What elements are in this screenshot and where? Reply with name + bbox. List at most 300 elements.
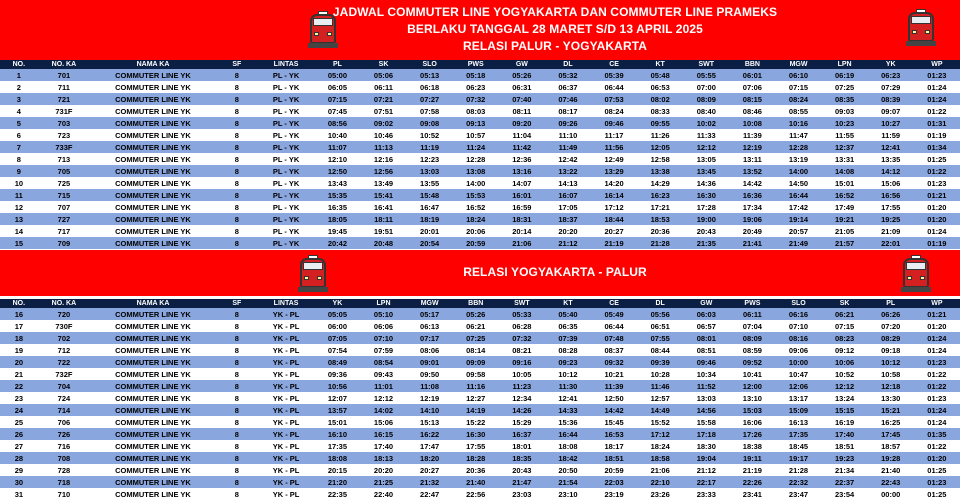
table-cell: 10:02 bbox=[683, 117, 729, 129]
table-cell: 16:22 bbox=[407, 428, 453, 440]
table-cell: 5 bbox=[0, 117, 38, 129]
table-cell: 01:23 bbox=[914, 476, 960, 488]
table-cell: 17 bbox=[0, 320, 38, 332]
table-cell: 09:20 bbox=[499, 117, 545, 129]
table-cell: 16:59 bbox=[499, 201, 545, 213]
table-row bbox=[0, 93, 960, 105]
table-cell: 07:06 bbox=[729, 81, 775, 93]
table-cell: 17:40 bbox=[822, 428, 868, 440]
table-cell: 712 bbox=[38, 344, 90, 356]
table-cell: YK - PL bbox=[258, 428, 315, 440]
table-cell: 09:03 bbox=[822, 105, 868, 117]
table-cell: 21:57 bbox=[822, 237, 868, 249]
table-cell: COMMUTER LINE YK bbox=[90, 320, 216, 332]
table-cell: 8 bbox=[216, 428, 258, 440]
table-row bbox=[0, 332, 960, 344]
table-cell: 17:42 bbox=[775, 201, 821, 213]
table-cell: PL - YK bbox=[258, 153, 315, 165]
table-cell: COMMUTER LINE YK bbox=[90, 368, 216, 380]
table-cell: 3 bbox=[0, 93, 38, 105]
table-cell: 12:19 bbox=[407, 392, 453, 404]
table-row bbox=[0, 201, 960, 213]
table-cell: 08:55 bbox=[775, 105, 821, 117]
table-cell: 23:41 bbox=[729, 488, 775, 500]
table-cell: 11:46 bbox=[637, 380, 683, 392]
table-cell: 12:50 bbox=[314, 165, 360, 177]
table-cell: 11:04 bbox=[499, 129, 545, 141]
column-header: GW bbox=[499, 60, 545, 69]
table-cell: 07:10 bbox=[775, 320, 821, 332]
table-cell: PL - YK bbox=[258, 129, 315, 141]
table-cell: 18:05 bbox=[314, 213, 360, 225]
table-cell: 18:24 bbox=[637, 440, 683, 452]
table-cell: COMMUTER LINE YK bbox=[90, 344, 216, 356]
table-cell: 7 bbox=[0, 141, 38, 153]
table-cell: YK - PL bbox=[258, 452, 315, 464]
table-cell: 22:01 bbox=[868, 237, 914, 249]
table-cell: 05:48 bbox=[637, 69, 683, 81]
table-cell: 01:24 bbox=[914, 81, 960, 93]
table-cell: 08:33 bbox=[637, 105, 683, 117]
column-header: CE bbox=[591, 299, 637, 308]
column-header: WP bbox=[914, 60, 960, 69]
table-cell: 07:15 bbox=[775, 81, 821, 93]
table-cell: 08:02 bbox=[637, 93, 683, 105]
table-cell: 16:44 bbox=[775, 189, 821, 201]
table-cell: 19:45 bbox=[314, 225, 360, 237]
table-cell: 15:01 bbox=[314, 416, 360, 428]
table-cell: 704 bbox=[38, 380, 90, 392]
column-header: WP bbox=[914, 299, 960, 308]
table-cell: 07:39 bbox=[545, 332, 591, 344]
table-cell: 12:28 bbox=[453, 153, 499, 165]
table-cell: 8 bbox=[216, 153, 258, 165]
table-cell: 10:00 bbox=[775, 356, 821, 368]
table-cell: 23:26 bbox=[637, 488, 683, 500]
column-header: PL bbox=[314, 60, 360, 69]
table-cell: YK - PL bbox=[258, 476, 315, 488]
table-cell: 11:30 bbox=[545, 380, 591, 392]
table-cell: 16:15 bbox=[360, 428, 406, 440]
table-cell: 08:54 bbox=[360, 356, 406, 368]
table-cell: 01:19 bbox=[914, 237, 960, 249]
table-cell: 16:14 bbox=[591, 189, 637, 201]
table-cell: 17:45 bbox=[868, 428, 914, 440]
table-cell: 09:52 bbox=[729, 356, 775, 368]
table-cell: 17:35 bbox=[314, 440, 360, 452]
column-header: BBN bbox=[453, 299, 499, 308]
schedule-table-palur-yogyakarta bbox=[0, 60, 960, 249]
table-cell: 21:12 bbox=[683, 464, 729, 476]
table-cell: 707 bbox=[38, 201, 90, 213]
table-cell: 15:45 bbox=[591, 416, 637, 428]
table-cell: 07:58 bbox=[407, 105, 453, 117]
table-cell: 10:58 bbox=[868, 368, 914, 380]
table-cell: 14:33 bbox=[545, 404, 591, 416]
table-cell: 732F bbox=[38, 368, 90, 380]
table-cell: 01:25 bbox=[914, 153, 960, 165]
table-cell: 20:01 bbox=[407, 225, 453, 237]
table-row bbox=[0, 213, 960, 225]
table-cell: 16:35 bbox=[314, 201, 360, 213]
table-cell: 20:15 bbox=[314, 464, 360, 476]
table-cell: 09:02 bbox=[360, 117, 406, 129]
table-cell: 16:06 bbox=[729, 416, 775, 428]
table-cell: 16:10 bbox=[314, 428, 360, 440]
table-cell: 22:03 bbox=[591, 476, 637, 488]
table-cell: 10:46 bbox=[360, 129, 406, 141]
table-cell: 12:34 bbox=[499, 392, 545, 404]
table-cell: COMMUTER LINE YK bbox=[90, 452, 216, 464]
table-cell: 8 bbox=[216, 308, 258, 320]
table-cell: 15:06 bbox=[868, 177, 914, 189]
table-cell: 12 bbox=[0, 201, 38, 213]
header-banner bbox=[0, 0, 960, 60]
table-cell: 08:59 bbox=[729, 344, 775, 356]
table-cell: COMMUTER LINE YK bbox=[90, 141, 216, 153]
table-cell: 13:31 bbox=[822, 153, 868, 165]
column-header: MGW bbox=[775, 60, 821, 69]
table-cell: COMMUTER LINE YK bbox=[90, 165, 216, 177]
table-cell: 01:24 bbox=[914, 332, 960, 344]
table-cell: COMMUTER LINE YK bbox=[90, 153, 216, 165]
table-cell: YK - PL bbox=[258, 464, 315, 476]
table-cell: 01:23 bbox=[914, 392, 960, 404]
column-header: NO. bbox=[0, 299, 38, 308]
table-cell: 18:42 bbox=[545, 452, 591, 464]
table-cell: 18 bbox=[0, 332, 38, 344]
table-cell: 19:06 bbox=[729, 213, 775, 225]
table-cell: 08:09 bbox=[683, 93, 729, 105]
table-cell: 08:23 bbox=[822, 332, 868, 344]
table-cell: 17:49 bbox=[822, 201, 868, 213]
table-cell: 11:59 bbox=[868, 129, 914, 141]
table-cell: COMMUTER LINE YK bbox=[90, 225, 216, 237]
table-cell: 16:36 bbox=[729, 189, 775, 201]
table-cell: 22:35 bbox=[314, 488, 360, 500]
table-cell: 11:17 bbox=[591, 129, 637, 141]
table-cell: 20:36 bbox=[637, 225, 683, 237]
table-row bbox=[0, 344, 960, 356]
table-cell: 07:46 bbox=[545, 93, 591, 105]
table-cell: 06:18 bbox=[407, 81, 453, 93]
table-cell: 17:26 bbox=[729, 428, 775, 440]
table-cell: 14:49 bbox=[637, 404, 683, 416]
table-cell: 8 bbox=[216, 213, 258, 225]
table-cell: 07:40 bbox=[499, 93, 545, 105]
table-cell: 21:40 bbox=[453, 476, 499, 488]
table-cell: 16:07 bbox=[545, 189, 591, 201]
table-cell: 06:19 bbox=[822, 69, 868, 81]
table-cell: 8 bbox=[216, 452, 258, 464]
table-cell: PL - YK bbox=[258, 141, 315, 153]
table-cell: 05:40 bbox=[545, 308, 591, 320]
table-cell: 18:58 bbox=[637, 452, 683, 464]
table-cell: 720 bbox=[38, 308, 90, 320]
table-cell: 11:07 bbox=[314, 141, 360, 153]
table-cell: COMMUTER LINE YK bbox=[90, 129, 216, 141]
table-cell: 17:35 bbox=[775, 428, 821, 440]
table-cell: 09:07 bbox=[868, 105, 914, 117]
table-cell: 09:50 bbox=[407, 368, 453, 380]
table-cell: 08:16 bbox=[775, 332, 821, 344]
table-cell: 01:22 bbox=[914, 105, 960, 117]
table-cell: 12:57 bbox=[637, 392, 683, 404]
table-cell: PL - YK bbox=[258, 117, 315, 129]
table-cell: 10:40 bbox=[314, 129, 360, 141]
table-cell: 01:20 bbox=[914, 320, 960, 332]
table-cell: 05:56 bbox=[637, 308, 683, 320]
table-cell: 21:40 bbox=[868, 464, 914, 476]
table-cell: 18:11 bbox=[360, 213, 406, 225]
table-cell: 06:44 bbox=[591, 320, 637, 332]
table-cell: 13:24 bbox=[822, 392, 868, 404]
table-cell: 22:10 bbox=[637, 476, 683, 488]
table-cell: 19:17 bbox=[775, 452, 821, 464]
table-cell: 22:56 bbox=[453, 488, 499, 500]
table-cell: 10:08 bbox=[729, 117, 775, 129]
table-cell: 08:17 bbox=[545, 105, 591, 117]
table-cell: 01:23 bbox=[914, 69, 960, 81]
column-header: SK bbox=[360, 60, 406, 69]
table-row bbox=[0, 440, 960, 452]
table-cell: 21:25 bbox=[360, 476, 406, 488]
table-cell: 05:05 bbox=[314, 308, 360, 320]
table-cell: 09:55 bbox=[637, 117, 683, 129]
table-cell: 11:47 bbox=[775, 129, 821, 141]
table-cell: 20:49 bbox=[729, 225, 775, 237]
table-cell: 21:19 bbox=[591, 237, 637, 249]
table-cell: 17:12 bbox=[637, 428, 683, 440]
table-cell: 8 bbox=[216, 81, 258, 93]
table-cell: 12:05 bbox=[637, 141, 683, 153]
table-row bbox=[0, 129, 960, 141]
table-cell: 22 bbox=[0, 380, 38, 392]
table-cell: 21:09 bbox=[868, 225, 914, 237]
table-cell: 731F bbox=[38, 105, 90, 117]
table-cell: 19:14 bbox=[775, 213, 821, 225]
route-title-palur-yogyakarta: RELASI PALUR - YOGYAKARTA bbox=[462, 39, 648, 53]
table-cell: 06:31 bbox=[499, 81, 545, 93]
table-cell: 20:43 bbox=[683, 225, 729, 237]
table-cell: 13:43 bbox=[314, 177, 360, 189]
table-cell: 8 bbox=[216, 368, 258, 380]
table-cell: 01:21 bbox=[914, 189, 960, 201]
table-cell: 22:26 bbox=[729, 476, 775, 488]
table-cell: 20:14 bbox=[499, 225, 545, 237]
table-row bbox=[0, 488, 960, 500]
table-cell: 8 bbox=[216, 476, 258, 488]
table-row bbox=[0, 452, 960, 464]
table-row bbox=[0, 237, 960, 249]
table-cell: 11:52 bbox=[683, 380, 729, 392]
table-cell: 12:10 bbox=[314, 153, 360, 165]
table-cell: 06:03 bbox=[683, 308, 729, 320]
table-cell: 710 bbox=[38, 488, 90, 500]
table-cell: 06:21 bbox=[453, 320, 499, 332]
table-cell: 10:21 bbox=[591, 368, 637, 380]
table-cell: 14:07 bbox=[499, 177, 545, 189]
table-cell: COMMUTER LINE YK bbox=[90, 416, 216, 428]
table-cell: YK - PL bbox=[258, 488, 315, 500]
table-cell: 8 bbox=[216, 332, 258, 344]
table-cell: 21:35 bbox=[683, 237, 729, 249]
table-cell: 12:19 bbox=[729, 141, 775, 153]
table-cell: 20:27 bbox=[591, 225, 637, 237]
table-cell: 21:47 bbox=[499, 476, 545, 488]
table-cell: 10:52 bbox=[407, 129, 453, 141]
table-cell: 11:13 bbox=[360, 141, 406, 153]
table-cell: 26 bbox=[0, 428, 38, 440]
table-cell: 18:08 bbox=[314, 452, 360, 464]
table-cell: 15:29 bbox=[499, 416, 545, 428]
table-cell: 05:17 bbox=[407, 308, 453, 320]
table-cell: 726 bbox=[38, 428, 90, 440]
table-cell: 19:04 bbox=[683, 452, 729, 464]
table-cell: 16:41 bbox=[360, 201, 406, 213]
table-cell: 8 bbox=[216, 356, 258, 368]
column-header: KT bbox=[637, 60, 683, 69]
table-cell: 2 bbox=[0, 81, 38, 93]
table-cell: 4 bbox=[0, 105, 38, 117]
table-cell: 21:54 bbox=[545, 476, 591, 488]
schedule-title: JADWAL COMMUTER LINE YOGYAKARTA DAN COMMUTER LINE PRAMEKS bbox=[332, 5, 778, 19]
table-cell: 07:04 bbox=[729, 320, 775, 332]
table-cell: 01:24 bbox=[914, 225, 960, 237]
table-cell: 722 bbox=[38, 356, 90, 368]
table-cell: 8 bbox=[216, 141, 258, 153]
validity-period: BERLAKU TANGGAL 28 MARET S/D 13 APRIL 2025 bbox=[407, 22, 703, 36]
table-cell: 11 bbox=[0, 189, 38, 201]
table-cell: 8 bbox=[216, 380, 258, 392]
route-title-yogyakarta-palur: RELASI YOGYAKARTA - PALUR bbox=[463, 265, 647, 279]
table-cell: 714 bbox=[38, 404, 90, 416]
table-cell: 12:49 bbox=[591, 153, 637, 165]
table-cell: 18:51 bbox=[822, 440, 868, 452]
table-cell: 07:55 bbox=[637, 332, 683, 344]
table-cell: 8 bbox=[216, 320, 258, 332]
table-cell: 08:15 bbox=[729, 93, 775, 105]
table-cell: 01:22 bbox=[914, 440, 960, 452]
table-cell: COMMUTER LINE YK bbox=[90, 201, 216, 213]
table-cell: 06:05 bbox=[314, 81, 360, 93]
table-cell: 08:46 bbox=[729, 105, 775, 117]
table-cell: 8 bbox=[216, 237, 258, 249]
table-cell: 05:39 bbox=[591, 69, 637, 81]
table-cell: 18:51 bbox=[591, 452, 637, 464]
table-cell: 09:18 bbox=[868, 344, 914, 356]
table-row bbox=[0, 308, 960, 320]
table-cell: 08:06 bbox=[407, 344, 453, 356]
column-header: KT bbox=[545, 299, 591, 308]
table-cell: 06:10 bbox=[775, 69, 821, 81]
table-cell: 15:36 bbox=[545, 416, 591, 428]
table-cell: COMMUTER LINE YK bbox=[90, 237, 216, 249]
table-cell: 12:12 bbox=[822, 380, 868, 392]
table-cell: 12:00 bbox=[729, 380, 775, 392]
table-cell: 01:19 bbox=[914, 129, 960, 141]
column-header: LPN bbox=[360, 299, 406, 308]
table-cell: PL - YK bbox=[258, 105, 315, 117]
table-cell: 01:20 bbox=[914, 201, 960, 213]
table-cell: 12:50 bbox=[591, 392, 637, 404]
table-cell: 14 bbox=[0, 225, 38, 237]
table-cell: 11:33 bbox=[683, 129, 729, 141]
table-cell: 08:49 bbox=[314, 356, 360, 368]
table-cell: COMMUTER LINE YK bbox=[90, 117, 216, 129]
table-cell: 15:06 bbox=[360, 416, 406, 428]
table-cell: 01:22 bbox=[914, 165, 960, 177]
table-cell: 06:16 bbox=[775, 308, 821, 320]
table-cell: 01:24 bbox=[914, 344, 960, 356]
table-cell: 01:25 bbox=[914, 488, 960, 500]
table-cell: 19:11 bbox=[729, 452, 775, 464]
table-cell: 16:19 bbox=[822, 416, 868, 428]
table-cell: 20:43 bbox=[499, 464, 545, 476]
table-cell: 708 bbox=[38, 452, 90, 464]
column-header: LPN bbox=[822, 60, 868, 69]
table-cell: 11:24 bbox=[453, 141, 499, 153]
table-cell: 15:15 bbox=[822, 404, 868, 416]
table-cell: 21:49 bbox=[775, 237, 821, 249]
table-cell: 16:52 bbox=[453, 201, 499, 213]
table-cell: 17:12 bbox=[591, 201, 637, 213]
table-cell: 10:06 bbox=[822, 356, 868, 368]
table-cell: 728 bbox=[38, 464, 90, 476]
column-header: YK bbox=[314, 299, 360, 308]
table-cell: 8 bbox=[216, 165, 258, 177]
table-cell: YK - PL bbox=[258, 320, 315, 332]
table-cell: 13:49 bbox=[360, 177, 406, 189]
table-cell: 12:28 bbox=[775, 141, 821, 153]
table-cell: 8 bbox=[216, 189, 258, 201]
table-cell: 10:57 bbox=[453, 129, 499, 141]
table-cell: 17:40 bbox=[360, 440, 406, 452]
table-cell: 21:12 bbox=[545, 237, 591, 249]
table-cell: 13:29 bbox=[591, 165, 637, 177]
table-cell: 08:24 bbox=[591, 105, 637, 117]
table-cell: 01:24 bbox=[914, 93, 960, 105]
column-header: NAMA KA bbox=[90, 299, 216, 308]
table-cell: 09:26 bbox=[545, 117, 591, 129]
table-cell: 10:23 bbox=[822, 117, 868, 129]
table-cell: 07:29 bbox=[868, 81, 914, 93]
table-cell: 21:06 bbox=[637, 464, 683, 476]
table-cell: 07:15 bbox=[822, 320, 868, 332]
table-cell: 18:13 bbox=[360, 452, 406, 464]
table-cell: 11:19 bbox=[407, 141, 453, 153]
table-cell: 12:42 bbox=[545, 153, 591, 165]
table-cell: COMMUTER LINE YK bbox=[90, 404, 216, 416]
table-cell: 16:52 bbox=[822, 189, 868, 201]
table-cell: 25 bbox=[0, 416, 38, 428]
table-cell: 01:23 bbox=[914, 356, 960, 368]
table-cell: 13:22 bbox=[545, 165, 591, 177]
table-cell: 06:26 bbox=[868, 308, 914, 320]
table-cell: 07:21 bbox=[360, 93, 406, 105]
table-row bbox=[0, 428, 960, 440]
table-cell: 15:48 bbox=[407, 189, 453, 201]
table-cell: 05:49 bbox=[591, 308, 637, 320]
table-cell: 13:38 bbox=[637, 165, 683, 177]
table-cell: 15:58 bbox=[683, 416, 729, 428]
table-cell: COMMUTER LINE YK bbox=[90, 213, 216, 225]
table-cell: 14:56 bbox=[683, 404, 729, 416]
table-row bbox=[0, 165, 960, 177]
table-cell: COMMUTER LINE YK bbox=[90, 440, 216, 452]
table-cell: 6 bbox=[0, 129, 38, 141]
table-cell: 09:01 bbox=[407, 356, 453, 368]
